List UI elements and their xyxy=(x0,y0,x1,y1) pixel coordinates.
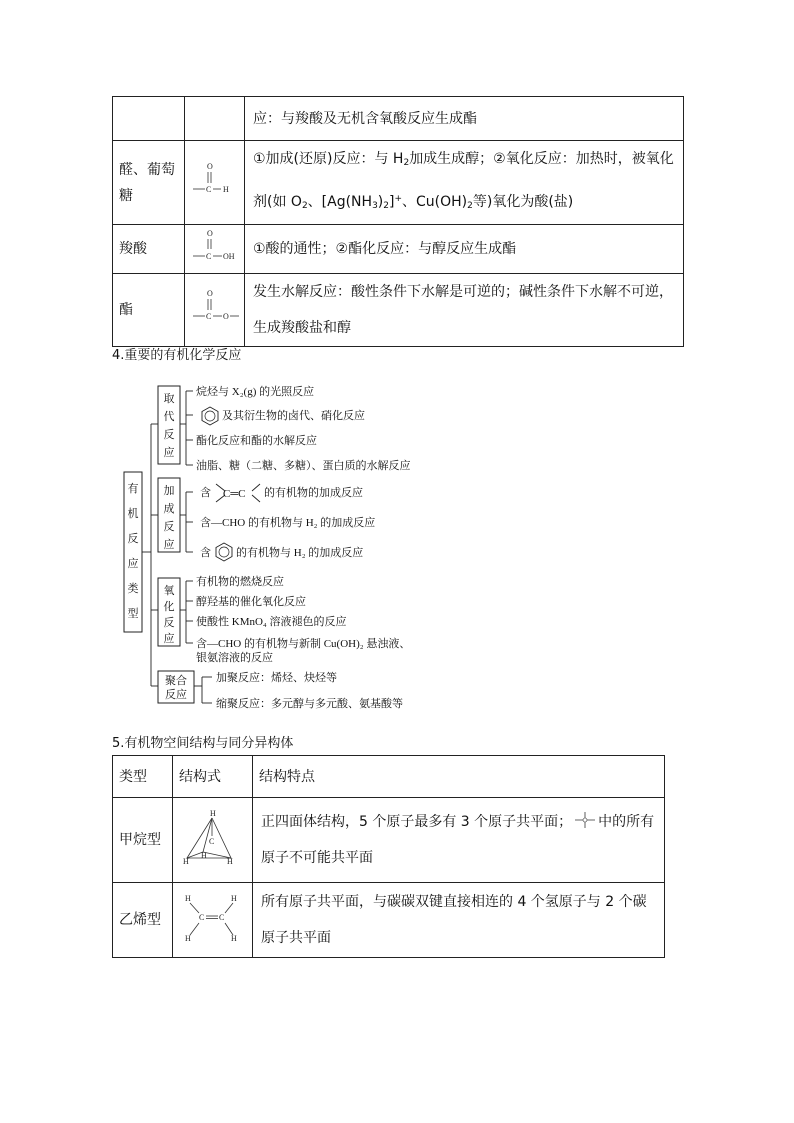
ethylene-structure xyxy=(173,883,253,958)
struct-atom: O xyxy=(207,229,213,238)
root-label xyxy=(128,482,139,620)
reaction-item-prefix: 含 xyxy=(200,487,211,499)
group-label-polymerization-line: 反应 xyxy=(165,689,187,701)
reaction-text-acid: ①酸的通性；②酯化反应：与醇反应生成酯 xyxy=(245,225,684,274)
alkene-structure-icon xyxy=(216,484,260,502)
reaction-item: 烷烃与 X₂(g) 的光照反应 xyxy=(196,386,315,398)
table-row xyxy=(113,798,665,883)
benzene-ring-icon xyxy=(216,543,232,561)
group-label-oxidation-char: 化 xyxy=(163,601,175,613)
struct-atom: H xyxy=(210,809,216,818)
group-label-substitution-char: 应 xyxy=(163,447,175,459)
root-label-char: 应 xyxy=(127,558,139,570)
root-label-char: 有 xyxy=(127,483,139,495)
reaction-item: 有机物的燃烧反应 xyxy=(196,576,284,588)
spatial-structure-table xyxy=(112,755,665,958)
reaction-item: 油脂、糖（二糖、多糖）、蛋白质的水解反应 xyxy=(196,460,411,472)
section-5-title: 5.有机物空间结构与同分异构体 xyxy=(112,736,294,751)
group-label-addition-char: 成 xyxy=(163,503,175,515)
struct-atom: H xyxy=(231,894,237,903)
group-label-oxidation xyxy=(164,583,175,645)
reaction-item: 含—CHO 的有机物与 H₂ 的加成反应 xyxy=(200,517,376,529)
root-label-char: 反 xyxy=(127,533,139,545)
reaction-item: 使酸性 KMnO₄ 溶液褪色的反应 xyxy=(196,616,347,628)
group-label-oxidation-char: 氧 xyxy=(163,585,175,597)
group-label-addition-char: 加 xyxy=(163,485,175,497)
struct-atom: H xyxy=(185,934,191,943)
group-label-substitution xyxy=(164,392,175,459)
struct-atom: H xyxy=(231,934,237,943)
group-label-substitution-char: 代 xyxy=(163,411,175,423)
group-label-oxidation-char: 应 xyxy=(163,633,175,645)
struct-atom: C xyxy=(209,837,215,846)
struct-atom: O xyxy=(207,289,213,298)
group-name-acid: 羧酸 xyxy=(113,225,185,274)
alkene-label: C═C xyxy=(223,488,246,500)
reaction-item: 醇羟基的催化氧化反应 xyxy=(196,596,306,608)
column-header: 结构式 xyxy=(173,756,253,798)
group-label-polymerization-line: 聚合 xyxy=(165,675,187,687)
root-label-char: 型 xyxy=(127,608,139,620)
table-row xyxy=(113,883,665,958)
reaction-item: 含—CHO 的有机物与新制 Cu(OH)₂ 悬浊液、 xyxy=(196,638,411,650)
root-label-char: 机 xyxy=(127,508,139,520)
root-label-char: 类 xyxy=(127,583,139,595)
struct-atom: C xyxy=(206,312,212,321)
struct-atom: OH xyxy=(223,252,235,261)
reaction-text-aldehyde: ①加成(还原)反应：与 $H_2$加成生成醇；②氧化反应：加热时，被氧化剂(如 $O_2$、$[Ag(NH_3)_2]^+$、$Cu(OH)_2$等)氧化为酸(盐) xyxy=(245,141,684,225)
group-label-addition-char: 应 xyxy=(163,539,175,551)
struct-atom: H xyxy=(223,184,229,194)
struct-atom: O xyxy=(207,161,213,171)
carbon-center-icon xyxy=(572,810,598,830)
reaction-item: 及其衍生物的卤代、硝化反应 xyxy=(222,410,365,422)
group-name-aldehyde: 醛、葡萄糖 xyxy=(113,141,185,225)
group-name-ester: 酯 xyxy=(113,274,185,347)
struct-atom: H xyxy=(227,857,233,866)
reaction-text-ester: 发生水解反应：酸性条件下水解是可逆的；碱性条件下水解不可逆，生成羧酸盐和醇 xyxy=(245,274,684,347)
struct-atom: H xyxy=(201,851,207,860)
methane-description: 正四面体结构，5 个原子最多有 3 个原子共平面； 中的所有原子不可能共平面 xyxy=(253,798,665,883)
column-header: 类型 xyxy=(113,756,173,798)
struct-atom: C xyxy=(206,184,212,194)
reaction-item: 缩聚反应：多元醇与多元酸、氨基酸等 xyxy=(216,698,403,710)
struct-atom: C xyxy=(199,913,205,922)
reaction-text: 应：与羧酸及无机含氧酸反应生成酯 xyxy=(245,97,684,141)
type-methane: 甲烷型 xyxy=(113,798,173,883)
group-label-substitution-char: 取 xyxy=(163,393,175,405)
reaction-item: 加聚反应：烯烃、炔烃等 xyxy=(216,672,337,684)
group-label-addition-char: 反 xyxy=(163,521,175,533)
reaction-item: 银氨溶液的反应 xyxy=(196,652,273,664)
methane-structure xyxy=(173,798,253,883)
benzene-ring-icon xyxy=(202,407,218,425)
struct-atom: H xyxy=(185,894,191,903)
struct-atom: H xyxy=(183,857,189,866)
group-label-polymerization xyxy=(165,673,187,701)
reaction-item: 的有机物与 H₂ 的加成反应 xyxy=(236,547,364,559)
reaction-item: 的有机物的加成反应 xyxy=(264,487,363,499)
struct-atom: C xyxy=(206,252,212,261)
reaction-item-prefix: 含 xyxy=(200,547,211,559)
struct-atom: O xyxy=(223,312,229,321)
reaction-item: 酯化反应和酯的水解反应 xyxy=(196,435,317,447)
section-4-title: 4.重要的有机化学反应 xyxy=(112,348,242,363)
group-label-oxidation-char: 反 xyxy=(163,617,175,629)
group-label-substitution-char: 反 xyxy=(163,429,175,441)
ethylene-description: 所有原子共平面，与碳碳双键直接相连的 4 个氢原子与 2 个碳原子共平面 xyxy=(253,883,665,958)
type-ethylene: 乙烯型 xyxy=(113,883,173,958)
group-label-addition xyxy=(164,483,175,551)
struct-atom: C xyxy=(219,913,225,922)
column-header: 结构特点 xyxy=(253,756,665,798)
table-header-row xyxy=(113,756,665,798)
